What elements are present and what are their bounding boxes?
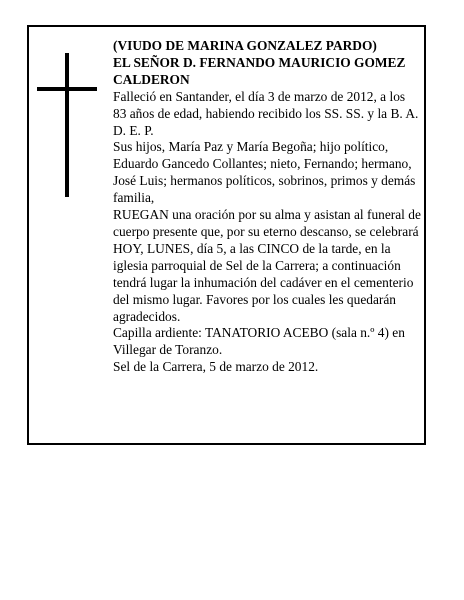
cross-horizontal-bar [37, 87, 97, 91]
widower-line: (VIUDO DE MARINA GONZALEZ PARDO) [113, 38, 377, 53]
place-date-line: Sel de la Carrera, 5 de marzo de 2012. [113, 359, 319, 375]
death-paragraph: Falleció en Santander, el día 3 de marzo de 2012, a los 83 años de edad, habiendo recibido los SS. SS. y la B. A. [113, 88, 419, 121]
cross-vertical-bar [65, 53, 69, 197]
latin-cross-icon [37, 53, 97, 197]
request-paragraph: RUEGAN una oración por su alma y asistan al funeral de cuerpo presente que, por su eterno descanso, se celebrará HOY, LUNES, día 5, a las CINCO de la tarde, en la iglesia parroquial de Sel de la Carrera; a continuación tendrá lugar la inhumación del cadáver en el cementerio del mismo lugar. Favores por los cuales les quedarán agradecidos. [113, 207, 421, 324]
deceased-name: EL SEÑOR D. FERNANDO MAURICIO GOMEZ CALDERON [113, 54, 406, 87]
dep-line: D. E. P. [113, 122, 154, 138]
family-paragraph: Sus hijos, María Paz y María Begoña; hijo político, Eduardo Gancedo Collantes; nieto, Fernando; hermano, José Luis; hermanos políticos, sobrinos, primos y demás familia, [113, 139, 416, 206]
chapel-paragraph: Capilla ardiente: TANATORIO ACEBO (sala n.º 4) en Villegar de Toranzo. [113, 325, 405, 358]
obituary-text-block [113, 38, 421, 376]
